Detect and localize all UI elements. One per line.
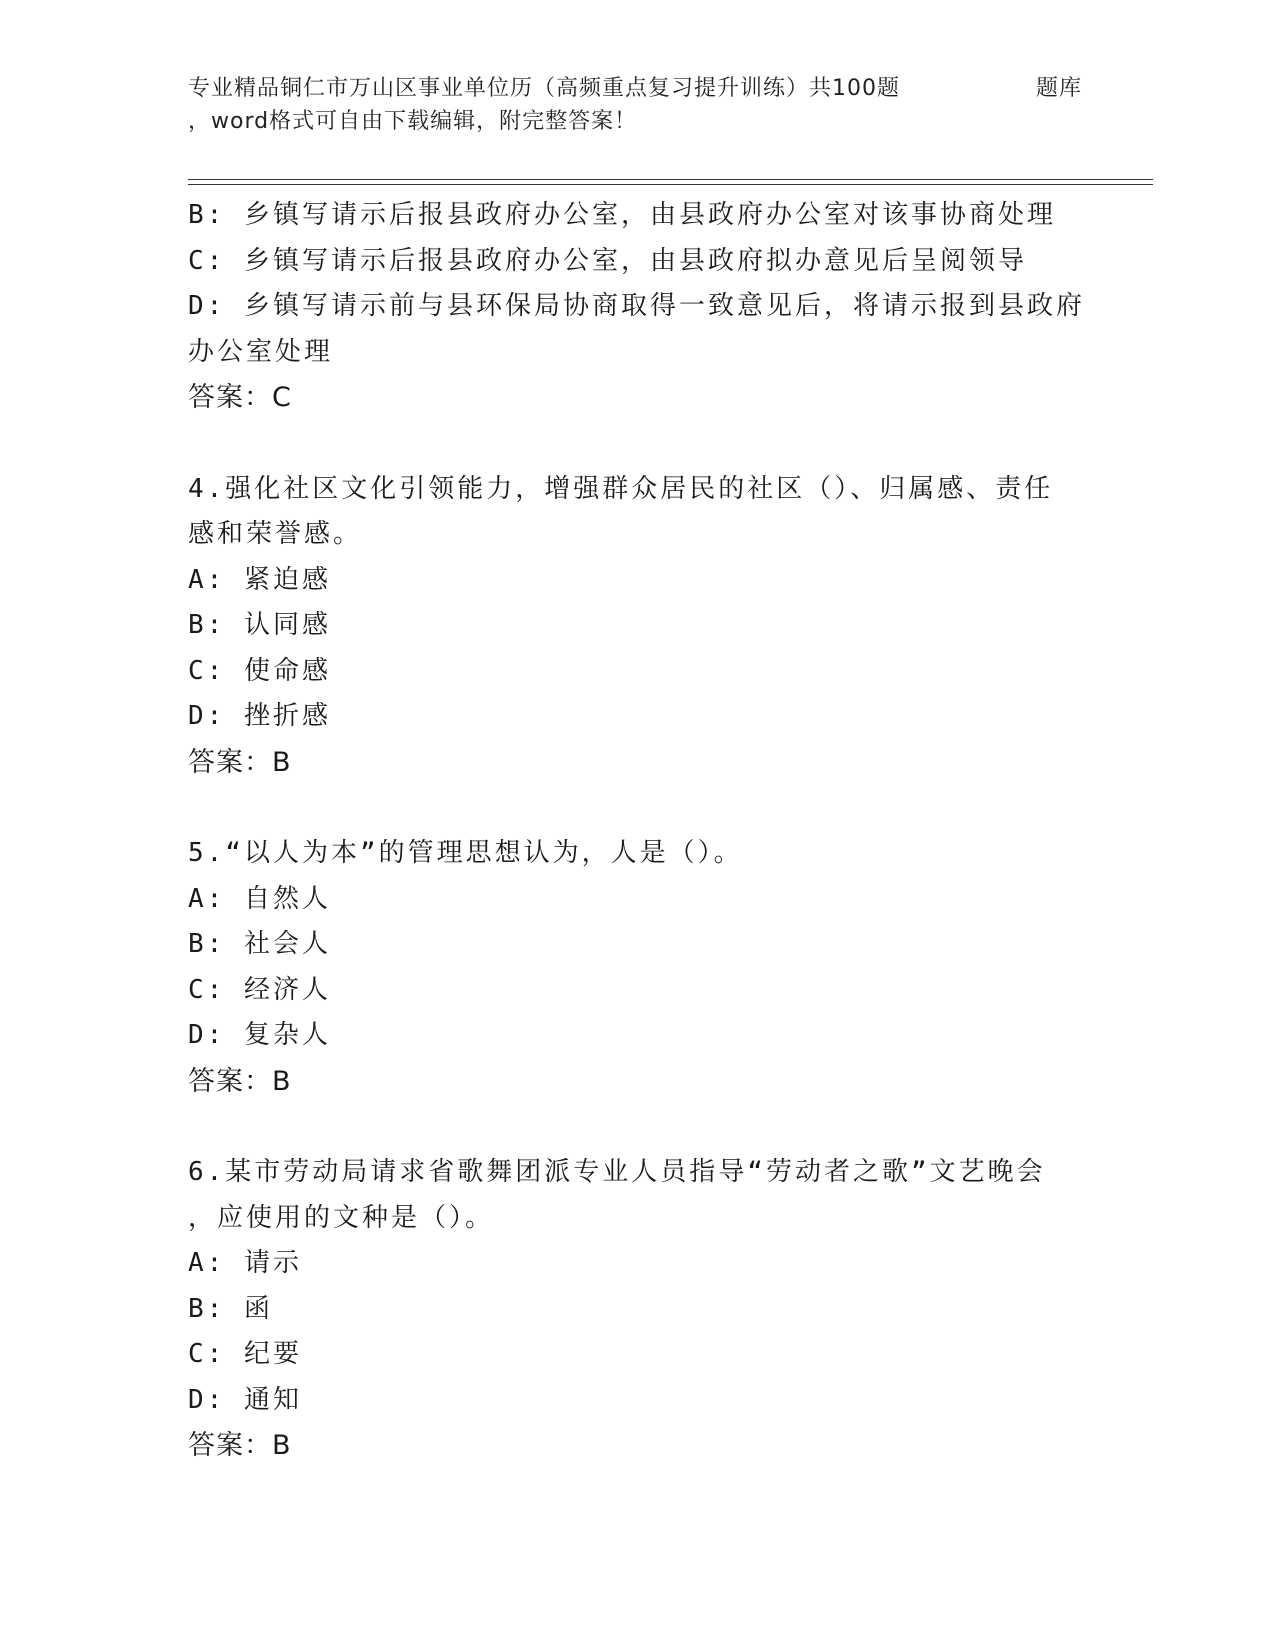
option-c: C: 使命感	[188, 655, 331, 686]
question-3-block	[188, 193, 1088, 421]
option-c: C: 纪要	[188, 1339, 302, 1369]
option-a: A: 请示	[188, 1248, 302, 1278]
option-a: A: 自然人	[188, 883, 331, 914]
document-subtitle: ，word格式可自由下载编辑，附完整答案！	[188, 109, 638, 134]
spacer	[188, 421, 1088, 467]
option-d: D: 通知	[188, 1384, 302, 1415]
page-header	[188, 72, 1088, 138]
option-c: C: 经济人	[188, 974, 331, 1005]
option-d-continuation: 办公室处理	[188, 336, 334, 367]
header-divider-bottom	[188, 184, 1153, 185]
question-content	[188, 193, 1088, 1469]
question-text: 6.某市劳动局请求省歌舞团派专业人员指导“劳动者之歌”文艺晚会	[188, 1157, 1046, 1187]
option-b: B: 认同感	[188, 610, 331, 640]
spacer	[188, 1104, 1088, 1150]
spacer	[188, 785, 1088, 831]
option-b: B: 函	[188, 1293, 273, 1324]
question-text-continuation: 感和荣誉感。	[188, 519, 363, 549]
question-text-continuation: ，应使用的文种是（）。	[188, 1202, 495, 1233]
option-c: C: 乡镇写请示后报县政府办公室，由县政府拟办意见后呈阅领导	[188, 245, 1027, 276]
question-text: 5.“以人为本”的管理思想认为，人是（）。	[188, 838, 743, 868]
question-6-block	[188, 1150, 1088, 1469]
answer: 答案：C	[188, 382, 292, 413]
question-5-block	[188, 831, 1088, 1104]
option-d: D: 复杂人	[188, 1020, 331, 1050]
question-4-block	[188, 467, 1088, 786]
document-title: 专业精品铜仁市万山区事业单位历（高频重点复习提升训练）共100题	[188, 76, 900, 101]
option-d: D: 挫折感	[188, 701, 331, 731]
option-b: B: 乡镇写请示后报县政府办公室，由县政府办公室对该事协商处理	[188, 200, 1056, 230]
question-text: 4.强化社区文化引领能力，增强群众居民的社区（）、归属感、责任	[188, 473, 1054, 504]
document-category: 题库	[1036, 76, 1083, 101]
answer: 答案：B	[188, 1430, 292, 1461]
answer: 答案：B	[188, 1065, 292, 1097]
option-d: D: 乡镇写请示前与县环保局协商取得一致意见后，将请示报到县政府	[188, 291, 1085, 321]
header-line-1	[188, 72, 1088, 105]
header-divider-top	[188, 179, 1153, 180]
option-b: B: 社会人	[188, 929, 331, 959]
answer: 答案：B	[188, 746, 292, 778]
option-a: A: 紧迫感	[188, 564, 331, 595]
